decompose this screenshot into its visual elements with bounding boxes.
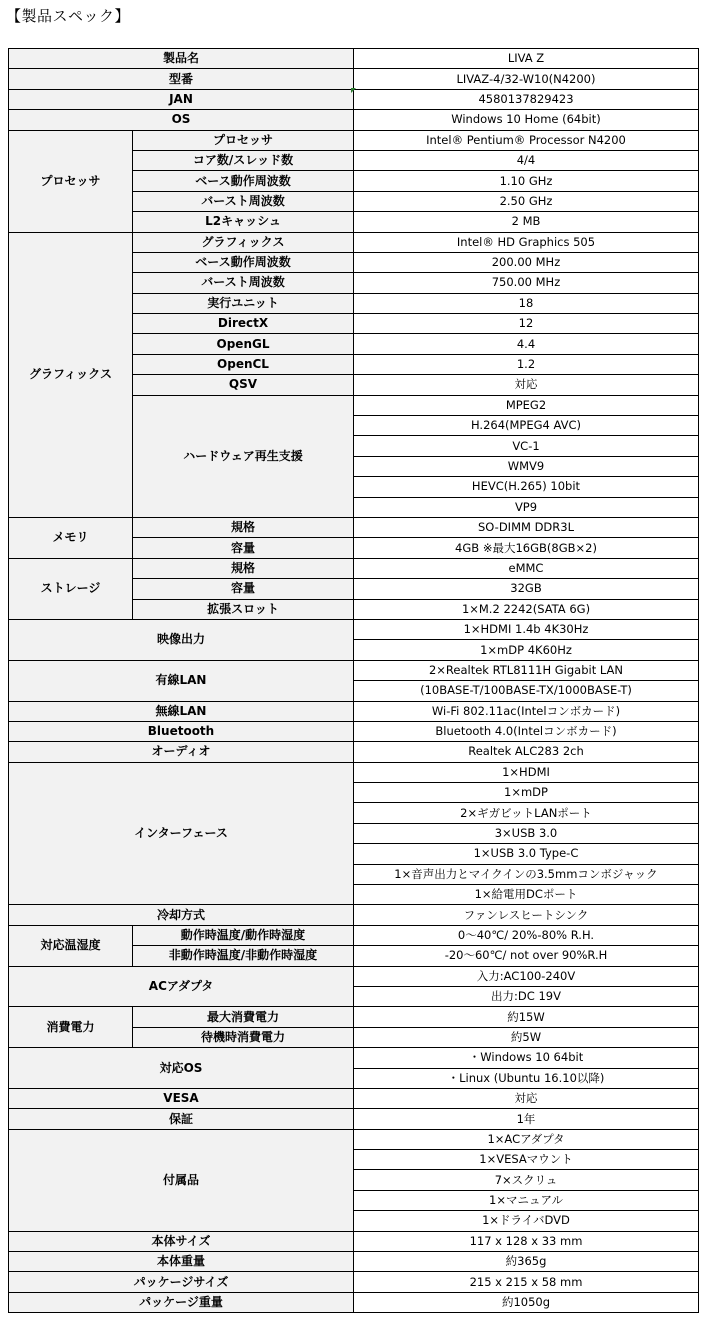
group-label-graphics: グラフィックス [9, 232, 133, 517]
spec-value: 3×USB 3.0 [354, 823, 699, 843]
spec-value: 2 MB [354, 212, 699, 232]
spec-row-audio [9, 742, 699, 762]
spec-row-processor [9, 130, 699, 150]
spec-label: 無線LAN [9, 701, 354, 721]
spec-value: ファンレスヒートシンク [354, 905, 699, 925]
spec-row-body-weight [9, 1252, 699, 1272]
spec-value: Intel® Pentium® Processor N4200 [354, 130, 699, 150]
spec-value: Realtek ALC283 2ch [354, 742, 699, 762]
spec-row-accessories [9, 1129, 699, 1149]
spec-label: JAN [9, 89, 354, 109]
spec-value: 1×音声出力とマイクインの3.5mmコンボジャック [354, 864, 699, 884]
spec-value: 対応 [354, 1088, 699, 1108]
spec-row-graphics [9, 232, 699, 252]
spec-label: オーディオ [9, 742, 354, 762]
spec-value: (10BASE-T/100BASE-TX/1000BASE-T) [354, 681, 699, 701]
spec-value: 1×mDP 4K60Hz [354, 640, 699, 660]
spec-row-package-size [9, 1272, 699, 1292]
spec-row-body-size [9, 1231, 699, 1251]
spec-label: QSV [133, 375, 354, 395]
spec-label: パッケージサイズ [9, 1272, 354, 1292]
spec-label: ベース動作周波数 [133, 171, 354, 191]
group-label-processor: プロセッサ [9, 130, 133, 232]
spec-value: SO-DIMM DDR3L [354, 517, 699, 537]
spec-row-bluetooth [9, 721, 699, 741]
spec-label: 映像出力 [9, 619, 354, 660]
spec-label: 待機時消費電力 [133, 1027, 354, 1047]
spec-label: 実行ユニット [133, 293, 354, 313]
spec-value: 出力:DC 19V [354, 986, 699, 1006]
spec-label: ACアダプタ [9, 966, 354, 1007]
spec-label: 本体重量 [9, 1252, 354, 1272]
group-label-storage: ストレージ [9, 558, 133, 619]
spec-row-vesa [9, 1088, 699, 1108]
spec-value: VC-1 [354, 436, 699, 456]
page-title: 【製品スペック】 [6, 7, 131, 25]
spec-label: パッケージ重量 [9, 1292, 354, 1312]
spec-value: ・Linux (Ubuntu 16.10以降) [354, 1068, 699, 1088]
spec-value: 対応 [354, 375, 699, 395]
spec-row-cooling [9, 905, 699, 925]
spec-label: 冷却方式 [9, 905, 354, 925]
spec-value: 117 x 128 x 33 mm [354, 1231, 699, 1251]
spec-value: 4GB ※最大16GB(8GB×2) [354, 538, 699, 558]
spec-label: L2キャッシュ [133, 212, 354, 232]
spec-label: 非動作時温度/非動作時湿度 [133, 946, 354, 966]
spec-value: 約5W [354, 1027, 699, 1047]
spec-label: プロセッサ [133, 130, 354, 150]
spec-label: 型番 [9, 69, 354, 89]
spec-label: 本体サイズ [9, 1231, 354, 1251]
spec-label: 保証 [9, 1109, 354, 1129]
spec-value: 2×Realtek RTL8111H Gigabit LAN [354, 660, 699, 680]
spec-row-model [9, 69, 699, 89]
spec-value: 1.2 [354, 354, 699, 374]
spec-value: ・Windows 10 64bit [354, 1048, 699, 1068]
spec-row-power [9, 1007, 699, 1027]
spec-label: グラフィックス [133, 232, 354, 252]
spec-row-storage [9, 558, 699, 578]
spec-value: 2×ギガビットLANポート [354, 803, 699, 823]
spec-label: ハードウェア再生支援 [133, 395, 354, 517]
group-label-memory: メモリ [9, 517, 133, 558]
spec-label: 製品名 [9, 49, 354, 69]
group-label-temperature: 対応温湿度 [9, 925, 133, 966]
spec-value: 1×給電用DCポート [354, 885, 699, 905]
spec-label: 最大消費電力 [133, 1007, 354, 1027]
spec-row-wireless-lan [9, 701, 699, 721]
spec-row-temperature [9, 925, 699, 945]
spec-value: 約15W [354, 1007, 699, 1027]
spec-label: OpenCL [133, 354, 354, 374]
spec-value: 7×スクリュ [354, 1170, 699, 1190]
spec-value: 1年 [354, 1109, 699, 1129]
spec-label: ベース動作周波数 [133, 252, 354, 272]
spec-value: MPEG2 [354, 395, 699, 415]
spec-value: eMMC [354, 558, 699, 578]
spec-label: 対応OS [9, 1048, 354, 1089]
spec-table [8, 48, 699, 1313]
spec-label: インターフェース [9, 762, 354, 905]
spec-label: 拡張スロット [133, 599, 354, 619]
spec-label: 付属品 [9, 1129, 354, 1231]
spec-row-supported-os [9, 1048, 699, 1068]
spec-value: LIVAZ-4/32-W10(N4200) [354, 69, 699, 89]
spec-value: 1×HDMI [354, 762, 699, 782]
spec-label: バースト周波数 [133, 191, 354, 211]
spec-value: H.264(MPEG4 AVC) [354, 416, 699, 436]
spec-label: VESA [9, 1088, 354, 1108]
group-label-power: 消費電力 [9, 1007, 133, 1048]
spec-label: 規格 [133, 517, 354, 537]
spec-value: Bluetooth 4.0(Intelコンボカード) [354, 721, 699, 741]
spec-value: 18 [354, 293, 699, 313]
spec-row-warranty [9, 1109, 699, 1129]
spec-value: 4580137829423 [354, 89, 699, 109]
spec-label: OpenGL [133, 334, 354, 354]
spec-value: 12 [354, 314, 699, 334]
spec-value: 約1050g [354, 1292, 699, 1312]
spec-value: 1×HDMI 1.4b 4K30Hz [354, 619, 699, 639]
spec-label: DirectX [133, 314, 354, 334]
spec-value: 1×マニュアル [354, 1190, 699, 1210]
spec-value: HEVC(H.265) 10bit [354, 477, 699, 497]
spec-value: LIVA Z [354, 49, 699, 69]
spec-value: VP9 [354, 497, 699, 517]
spec-value: 約365g [354, 1252, 699, 1272]
spec-label: OS [9, 110, 354, 130]
spec-value: Wi-Fi 802.11ac(Intelコンボカード) [354, 701, 699, 721]
spec-value: -20～60℃/ not over 90%R.H [354, 946, 699, 966]
spec-row-os [9, 110, 699, 130]
spec-row-interface [9, 762, 699, 782]
spec-value: 1×M.2 2242(SATA 6G) [354, 599, 699, 619]
spec-label: 容量 [133, 538, 354, 558]
spec-value: 入力:AC100-240V [354, 966, 699, 986]
spec-label: 有線LAN [9, 660, 354, 701]
spec-value: 215 x 215 x 58 mm [354, 1272, 699, 1292]
spec-label: 動作時温度/動作時湿度 [133, 925, 354, 945]
spec-value: 4/4 [354, 150, 699, 170]
spec-value: 1×mDP [354, 783, 699, 803]
spec-value: 0～40℃/ 20%-80% R.H. [354, 925, 699, 945]
spec-row-package-weight [9, 1292, 699, 1312]
spec-label: コア数/スレッド数 [133, 150, 354, 170]
spec-row-video [9, 619, 699, 639]
spec-row-wired-lan [9, 660, 699, 680]
spec-value: 1×ACアダプタ [354, 1129, 699, 1149]
spec-value: 4.4 [354, 334, 699, 354]
spec-value: 1×USB 3.0 Type-C [354, 844, 699, 864]
spec-label: バースト周波数 [133, 273, 354, 293]
spec-row-memory [9, 517, 699, 537]
spec-value: 1×ドライバDVD [354, 1211, 699, 1231]
spec-value: 1.10 GHz [354, 171, 699, 191]
spec-value: 2.50 GHz [354, 191, 699, 211]
spec-label: Bluetooth [9, 721, 354, 741]
cell-comment-marker [351, 88, 356, 93]
spec-value: WMV9 [354, 456, 699, 476]
spec-value: Windows 10 Home (64bit) [354, 110, 699, 130]
spec-value: 32GB [354, 579, 699, 599]
spec-row-ac-adapter [9, 966, 699, 986]
spec-value: 1×VESAマウント [354, 1150, 699, 1170]
spec-value: Intel® HD Graphics 505 [354, 232, 699, 252]
spec-label: 容量 [133, 579, 354, 599]
spec-row-product-name [9, 49, 699, 69]
spec-value: 750.00 MHz [354, 273, 699, 293]
spec-value: 200.00 MHz [354, 252, 699, 272]
spec-label: 規格 [133, 558, 354, 578]
